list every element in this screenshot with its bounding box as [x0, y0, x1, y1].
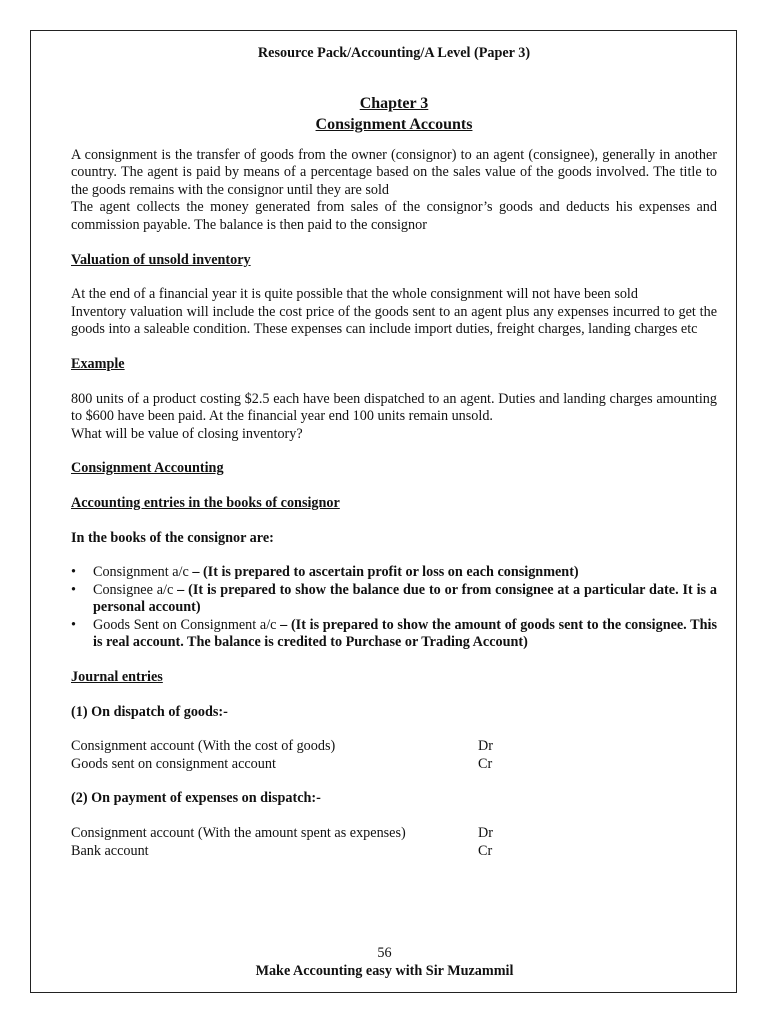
account-description: (It is prepared to show the balance due to or from consignee at a particular date. It is a personal account): [93, 581, 718, 616]
journal-account: Consignment account (With the amount spent as expenses): [71, 825, 406, 842]
books-intro: In the books of the consignor are:: [71, 529, 274, 546]
account-name: Consignee a/c: [93, 581, 174, 598]
journal-side: Dr: [478, 738, 493, 755]
account-name: Goods Sent on Consignment a/c: [93, 616, 277, 633]
account-dash: –: [276, 616, 291, 633]
account-description: (It is prepared to ascertain profit or loss on each consignment): [202, 564, 579, 581]
list-item: [93, 564, 717, 582]
journal-line: [71, 756, 717, 774]
journal-entry-2-title: (2) On payment of expenses on dispatch:-: [71, 790, 321, 807]
consignment-accounting-heading: Consignment Accounting: [71, 460, 224, 477]
journal-line: [71, 738, 717, 756]
chapter-heading: [71, 93, 717, 135]
example-paragraph-1: 800 units of a product costing $2.5 each have been dispatched to an agent. Duties and landing charges amounting to $600 have been paid. At the financial year end 100 units remain unsold.: [71, 390, 717, 425]
intro-paragraph-1: A consignment is the transfer of goods from the owner (consignor) to an agent (consignee), generally in another country. The agent is paid by means of a percentage based on the sales value of the goods involved. The title to the goods remains with the consignor until they are sold: [71, 146, 717, 198]
page-number: 56: [377, 945, 392, 961]
valuation-paragraph-1: At the end of a financial year it is quite possible that the whole consignment will not have been sold: [71, 286, 638, 303]
list-item: [93, 617, 717, 652]
journal-line: [71, 825, 717, 843]
page-header: Resource Pack/Accounting/A Level (Paper 3): [257, 45, 531, 61]
journal-heading: Journal entries: [71, 669, 163, 686]
journal-side: Dr: [478, 825, 493, 842]
chapter-number: Chapter 3: [359, 94, 429, 112]
example-heading: Example: [71, 355, 125, 372]
page-border: [30, 30, 737, 993]
valuation-heading: Valuation of unsold inventory: [71, 251, 251, 268]
account-list: [71, 564, 717, 652]
valuation-paragraph-2: Inventory valuation will include the cost price of the goods sent to an agent plus any expenses incurred to get the goods into a saleable condition. These expenses can include import duties, freight charges, landing charges etc: [71, 303, 717, 338]
journal-account: Consignment account (With the cost of goods): [71, 738, 336, 755]
journal-account: Goods sent on consignment account: [71, 755, 276, 772]
journal-line: [71, 843, 717, 861]
example-paragraph-2: What will be value of closing inventory?: [71, 425, 303, 442]
account-description: (It is prepared to show the amount of goods sent to the consignee. This is real account. The balance is credited to Purchase or Trading Account): [93, 616, 717, 651]
journal-entry-1-title: (1) On dispatch of goods:-: [71, 703, 228, 720]
consignor-entries-heading: Accounting entries in the books of consignor: [71, 494, 340, 511]
page-footer: [31, 945, 738, 980]
intro-paragraph-2: The agent collects the money generated from sales of the consignor’s goods and deducts his expenses and commission payable. The balance is then paid to the consignor: [71, 199, 717, 233]
page-content: [71, 45, 717, 860]
journal-side: Cr: [478, 842, 493, 859]
journal-account: Bank account: [71, 842, 149, 859]
journal-side: Cr: [478, 755, 493, 772]
account-dash: –: [173, 581, 189, 598]
account-name: Consignment a/c: [93, 564, 189, 581]
account-dash: –: [188, 564, 203, 581]
chapter-title: Consignment Accounts: [315, 115, 473, 133]
footer-note: Make Accounting easy with Sir Muzammil: [255, 962, 514, 979]
list-item: [93, 582, 717, 617]
